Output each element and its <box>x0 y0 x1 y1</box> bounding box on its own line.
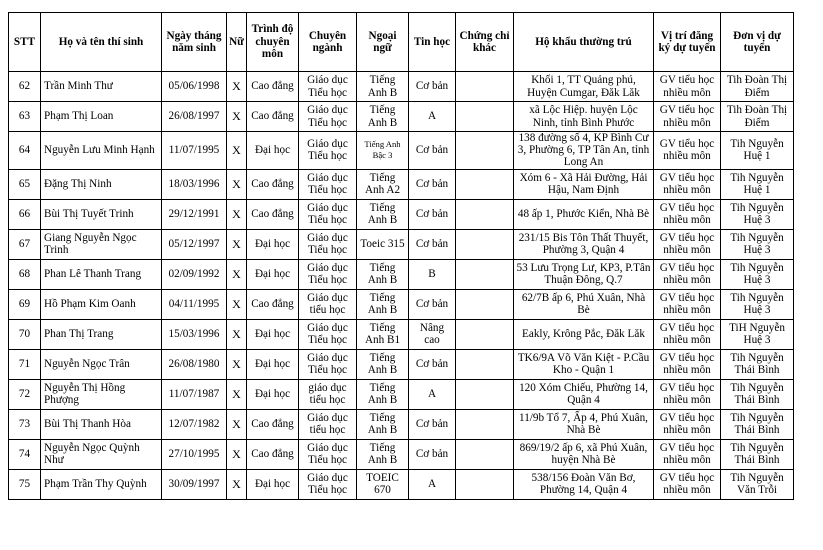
cell-name: Phạm Thị Loan <box>41 102 162 132</box>
cell-trinh-do: Cao đẳng <box>247 199 299 229</box>
cell-ngoai-ngu: TOEIC 670 <box>357 469 409 499</box>
cell-ngoai-ngu: Tiếng Anh B <box>357 409 409 439</box>
cell-chung-chi <box>456 349 514 379</box>
table-row <box>9 289 794 319</box>
table-row <box>9 102 794 132</box>
cell-dob: 27/10/1995 <box>162 439 227 469</box>
cell-vi-tri: GV tiểu học nhiều môn <box>654 349 721 379</box>
cell-dob: 05/12/1997 <box>162 229 227 259</box>
cell-dob: 04/11/1995 <box>162 289 227 319</box>
cell-tin-hoc: Cơ bản <box>409 349 456 379</box>
cell-dob: 11/07/1995 <box>162 132 227 170</box>
cell-trinh-do: Đại học <box>247 379 299 409</box>
cell-stt: 65 <box>9 169 41 199</box>
cell-vi-tri: GV tiểu học nhiều môn <box>654 469 721 499</box>
cell-vi-tri: GV tiểu học nhiều môn <box>654 289 721 319</box>
header-trinh-do: Trình độ chuyên môn <box>247 13 299 72</box>
cell-chuyen-nganh: Giáo dục Tiểu học <box>299 349 357 379</box>
table-row <box>9 409 794 439</box>
cell-ho-khau: 869/19/2 ấp 6, xã Phú Xuân, huyện Nhà Bè <box>514 439 654 469</box>
cell-chung-chi <box>456 72 514 102</box>
cell-don-vi: Tih Nguyễn Thái Bình <box>721 379 794 409</box>
cell-dob: 29/12/1991 <box>162 199 227 229</box>
cell-name: Phạm Trần Thy Quỳnh <box>41 469 162 499</box>
cell-ngoai-ngu: Tiếng Anh B <box>357 199 409 229</box>
cell-chung-chi <box>456 439 514 469</box>
cell-chung-chi <box>456 229 514 259</box>
cell-nu: X <box>227 259 247 289</box>
header-nu: Nữ <box>227 13 247 72</box>
cell-tin-hoc: Cơ bản <box>409 439 456 469</box>
header-dob: Ngày tháng năm sinh <box>162 13 227 72</box>
cell-ho-khau: 48 ấp 1, Phước Kiển, Nhà Bè <box>514 199 654 229</box>
cell-don-vi: Tih Nguyễn Văn Trỗi <box>721 469 794 499</box>
cell-tin-hoc: Nâng cao <box>409 319 456 349</box>
cell-ho-khau: xã Lộc Hiệp. huyện Lộc Ninh, tỉnh Bình Phước <box>514 102 654 132</box>
cell-stt: 73 <box>9 409 41 439</box>
cell-don-vi: Tih Nguyễn Thái Bình <box>721 439 794 469</box>
cell-nu: X <box>227 379 247 409</box>
cell-stt: 74 <box>9 439 41 469</box>
cell-nu: X <box>227 469 247 499</box>
cell-dob: 30/09/1997 <box>162 469 227 499</box>
cell-ho-khau: Xóm 6 - Xã Hải Đường, Hải Hậu, Nam Định <box>514 169 654 199</box>
cell-stt: 71 <box>9 349 41 379</box>
table-row <box>9 469 794 499</box>
cell-vi-tri: GV tiểu học nhiều môn <box>654 409 721 439</box>
cell-ngoai-ngu: Tiếng Anh Bậc 3 <box>357 132 409 170</box>
header-tin-hoc: Tin học <box>409 13 456 72</box>
cell-don-vi: TiH Nguyễn Huệ 3 <box>721 319 794 349</box>
cell-vi-tri: GV tiểu học nhiều môn <box>654 199 721 229</box>
cell-trinh-do: Đại học <box>247 229 299 259</box>
cell-don-vi: Tih Đoàn Thị Điểm <box>721 102 794 132</box>
cell-ngoai-ngu: Tiếng Anh B <box>357 349 409 379</box>
cell-nu: X <box>227 409 247 439</box>
cell-don-vi: Tih Nguyễn Huệ 1 <box>721 132 794 170</box>
cell-chuyen-nganh: Giáo dục Tiểu học <box>299 102 357 132</box>
cell-don-vi: Tih Nguyễn Huệ 3 <box>721 199 794 229</box>
cell-stt: 75 <box>9 469 41 499</box>
cell-vi-tri: GV tiểu học nhiều môn <box>654 259 721 289</box>
table-row <box>9 169 794 199</box>
cell-ngoai-ngu: Tiếng Anh B <box>357 72 409 102</box>
cell-chung-chi <box>456 469 514 499</box>
table-body <box>9 72 794 500</box>
cell-stt: 72 <box>9 379 41 409</box>
cell-chuyen-nganh: Giáo dục Tiểu học <box>299 229 357 259</box>
cell-ngoai-ngu: Tiếng Anh A2 <box>357 169 409 199</box>
cell-tin-hoc: A <box>409 469 456 499</box>
cell-chung-chi <box>456 199 514 229</box>
cell-chung-chi <box>456 102 514 132</box>
cell-tin-hoc: A <box>409 379 456 409</box>
cell-chung-chi <box>456 169 514 199</box>
table-row <box>9 379 794 409</box>
cell-tin-hoc: Cơ bản <box>409 72 456 102</box>
cell-chuyen-nganh: Giáo dục Tiểu học <box>299 199 357 229</box>
cell-nu: X <box>227 349 247 379</box>
cell-ngoai-ngu: Toeic 315 <box>357 229 409 259</box>
cell-nu: X <box>227 169 247 199</box>
table-row <box>9 132 794 170</box>
cell-vi-tri: GV tiểu học nhiều môn <box>654 169 721 199</box>
cell-ngoai-ngu: Tiếng Anh B <box>357 102 409 132</box>
cell-trinh-do: Cao đẳng <box>247 289 299 319</box>
cell-name: Giang Nguyễn Ngọc Trinh <box>41 229 162 259</box>
header-ho-khau: Hộ khẩu thường trú <box>514 13 654 72</box>
cell-tin-hoc: Cơ bản <box>409 229 456 259</box>
cell-trinh-do: Cao đẳng <box>247 169 299 199</box>
header-chuyen-nganh: Chuyên ngành <box>299 13 357 72</box>
cell-ho-khau: TK6/9A Võ Văn Kiệt - P.Cầu Kho - Quận 1 <box>514 349 654 379</box>
cell-vi-tri: GV tiểu học nhiều môn <box>654 379 721 409</box>
cell-stt: 66 <box>9 199 41 229</box>
cell-chuyen-nganh: Giáo dục tiểu học <box>299 409 357 439</box>
cell-ho-khau: 62/7B ấp 6, Phú Xuân, Nhà Bè <box>514 289 654 319</box>
cell-tin-hoc: Cơ bản <box>409 199 456 229</box>
cell-nu: X <box>227 72 247 102</box>
header-chung-chi: Chứng chỉ khác <box>456 13 514 72</box>
cell-chung-chi <box>456 319 514 349</box>
cell-stt: 63 <box>9 102 41 132</box>
cell-don-vi: Tih Nguyễn Thái Bình <box>721 409 794 439</box>
cell-ho-khau: Khối 1, TT Quảng phú, Huyện Cumgar, Đăk Lăk <box>514 72 654 102</box>
cell-tin-hoc: B <box>409 259 456 289</box>
cell-name: Bùi Thị Tuyết Trinh <box>41 199 162 229</box>
cell-don-vi: Tih Nguyễn Thái Bình <box>721 349 794 379</box>
cell-ho-khau: 138 đường số 4, KP Bình Cư 3, Phường 6, TP Tân An, tỉnh Long An <box>514 132 654 170</box>
cell-chuyen-nganh: Giáo dục Tiểu học <box>299 259 357 289</box>
header-row <box>9 13 794 72</box>
cell-nu: X <box>227 229 247 259</box>
candidate-table <box>8 12 794 500</box>
cell-name: Nguyễn Thị Hồng Phượng <box>41 379 162 409</box>
cell-stt: 69 <box>9 289 41 319</box>
cell-chuyen-nganh: Giáo dục Tiểu học <box>299 169 357 199</box>
cell-dob: 11/07/1987 <box>162 379 227 409</box>
cell-ho-khau: 120 Xóm Chiếu, Phường 14, Quận 4 <box>514 379 654 409</box>
cell-name: Bùi Thị Thanh Hòa <box>41 409 162 439</box>
cell-don-vi: Tih Nguyễn Huệ 1 <box>721 169 794 199</box>
cell-trinh-do: Đại học <box>247 132 299 170</box>
cell-dob: 26/08/1980 <box>162 349 227 379</box>
cell-name: Trần Minh Thư <box>41 72 162 102</box>
cell-dob: 05/06/1998 <box>162 72 227 102</box>
cell-tin-hoc: Cơ bản <box>409 169 456 199</box>
header-ngoai-ngu: Ngoại ngữ <box>357 13 409 72</box>
cell-don-vi: Tih Nguyễn Huệ 3 <box>721 289 794 319</box>
header-stt: STT <box>9 13 41 72</box>
cell-ngoai-ngu: Tiếng Anh B <box>357 289 409 319</box>
header-name: Họ và tên thí sinh <box>41 13 162 72</box>
cell-chung-chi <box>456 379 514 409</box>
cell-tin-hoc: A <box>409 102 456 132</box>
cell-stt: 70 <box>9 319 41 349</box>
cell-vi-tri: GV tiểu học nhiều môn <box>654 102 721 132</box>
cell-chuyen-nganh: Giáo dục Tiểu học <box>299 439 357 469</box>
cell-tin-hoc: Cơ bản <box>409 409 456 439</box>
cell-trinh-do: Đại học <box>247 259 299 289</box>
cell-vi-tri: GV tiểu học nhiều môn <box>654 72 721 102</box>
cell-vi-tri: GV tiểu học nhiều môn <box>654 229 721 259</box>
table-row <box>9 229 794 259</box>
header-vi-tri: Vị trí đăng ký dự tuyển <box>654 13 721 72</box>
cell-stt: 62 <box>9 72 41 102</box>
cell-ngoai-ngu: Tiếng Anh B <box>357 259 409 289</box>
cell-nu: X <box>227 289 247 319</box>
cell-dob: 18/03/1996 <box>162 169 227 199</box>
cell-stt: 68 <box>9 259 41 289</box>
cell-trinh-do: Đại học <box>247 349 299 379</box>
cell-vi-tri: GV tiểu học nhiều môn <box>654 132 721 170</box>
cell-ho-khau: 538/156 Đoàn Văn Bơ, Phường 14, Quận 4 <box>514 469 654 499</box>
cell-vi-tri: GV tiểu học nhiều môn <box>654 319 721 349</box>
cell-ho-khau: 53 Lưu Trọng Lư, KP3, P.Tân Thuận Đông, Q.7 <box>514 259 654 289</box>
cell-tin-hoc: Cơ bản <box>409 289 456 319</box>
cell-dob: 15/03/1996 <box>162 319 227 349</box>
cell-dob: 02/09/1992 <box>162 259 227 289</box>
table-row <box>9 199 794 229</box>
cell-chuyen-nganh: Giáo dục Tiểu học <box>299 469 357 499</box>
cell-name: Hồ Phạm Kim Oanh <box>41 289 162 319</box>
cell-name: Nguyễn Lưu Minh Hạnh <box>41 132 162 170</box>
cell-nu: X <box>227 199 247 229</box>
table-row <box>9 319 794 349</box>
cell-chuyen-nganh: Giáo dục tiểu học <box>299 289 357 319</box>
cell-chuyen-nganh: Giáo dục Tiểu học <box>299 72 357 102</box>
cell-trinh-do: Đại học <box>247 319 299 349</box>
cell-chuyen-nganh: giáo dục tiểu học <box>299 379 357 409</box>
table-row <box>9 349 794 379</box>
cell-trinh-do: Cao đẳng <box>247 102 299 132</box>
cell-name: Nguyễn Ngọc Trân <box>41 349 162 379</box>
table-row <box>9 72 794 102</box>
table-row <box>9 259 794 289</box>
cell-chung-chi <box>456 289 514 319</box>
cell-name: Nguyễn Ngọc Quỳnh Như <box>41 439 162 469</box>
table-row <box>9 439 794 469</box>
cell-stt: 64 <box>9 132 41 170</box>
cell-nu: X <box>227 319 247 349</box>
cell-ho-khau: 231/15 Bis Tôn Thất Thuyết, Phường 3, Quận 4 <box>514 229 654 259</box>
cell-chuyen-nganh: Giáo dục Tiểu học <box>299 319 357 349</box>
cell-chung-chi <box>456 409 514 439</box>
cell-ngoai-ngu: Tiếng Anh B <box>357 379 409 409</box>
cell-nu: X <box>227 439 247 469</box>
cell-name: Phan Thị Trang <box>41 319 162 349</box>
cell-name: Phan Lê Thanh Trang <box>41 259 162 289</box>
cell-nu: X <box>227 132 247 170</box>
cell-nu: X <box>227 102 247 132</box>
cell-tin-hoc: Cơ bản <box>409 132 456 170</box>
cell-don-vi: Tih Đoàn Thị Điểm <box>721 72 794 102</box>
cell-don-vi: Tih Nguyễn Huệ 3 <box>721 229 794 259</box>
cell-don-vi: Tih Nguyễn Huệ 3 <box>721 259 794 289</box>
cell-ngoai-ngu: Tiếng Anh B1 <box>357 319 409 349</box>
table-header <box>9 13 794 72</box>
cell-name: Đặng Thị Ninh <box>41 169 162 199</box>
cell-trinh-do: Cao đẳng <box>247 409 299 439</box>
cell-vi-tri: GV tiểu học nhiều môn <box>654 439 721 469</box>
cell-trinh-do: Cao đẳng <box>247 439 299 469</box>
cell-dob: 12/07/1982 <box>162 409 227 439</box>
cell-chung-chi <box>456 259 514 289</box>
cell-trinh-do: Đại học <box>247 469 299 499</box>
cell-ho-khau: Eakly, Krông Pắc, Đăk Lăk <box>514 319 654 349</box>
cell-stt: 67 <box>9 229 41 259</box>
cell-dob: 26/08/1997 <box>162 102 227 132</box>
header-don-vi: Đơn vị dự tuyển <box>721 13 794 72</box>
cell-trinh-do: Cao đẳng <box>247 72 299 102</box>
cell-ho-khau: 11/9b Tổ 7, Ấp 4, Phú Xuân, Nhà Bè <box>514 409 654 439</box>
cell-ngoai-ngu: Tiếng Anh B <box>357 439 409 469</box>
cell-chuyen-nganh: Giáo dục Tiểu học <box>299 132 357 170</box>
cell-chung-chi <box>456 132 514 170</box>
